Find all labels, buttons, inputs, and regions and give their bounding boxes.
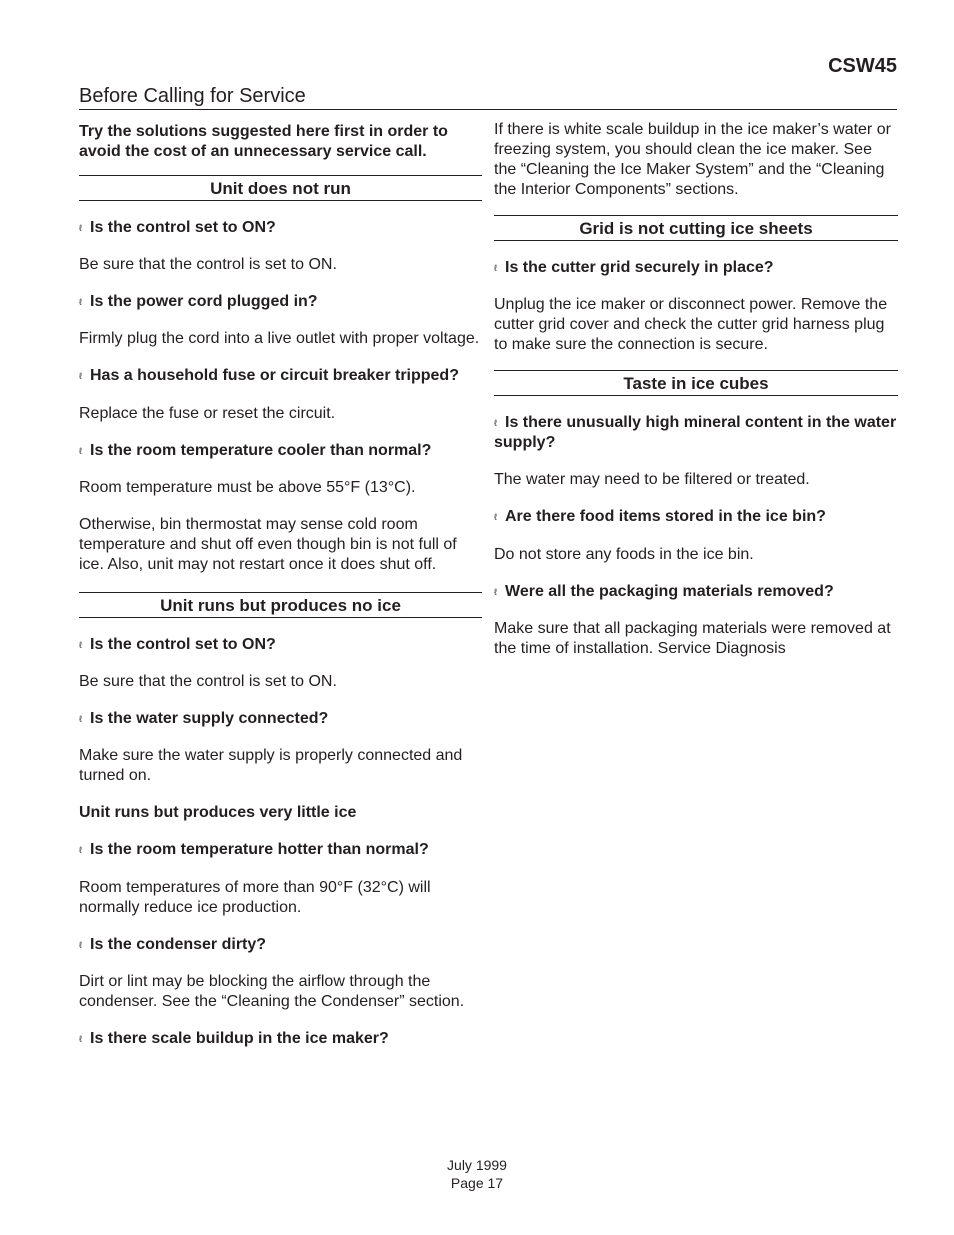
answer: If there is white scale buildup in the ice maker’s water or freezing system, you should clean the ice maker. See the “Cleaning the Ice Maker System” and the “Cleaning the Interior Components” sections. <box>494 121 891 198</box>
page-title: Before Calling for Service <box>79 85 306 107</box>
question-text: Is the cutter grid securely in place? <box>505 259 774 277</box>
question-text: Is the control set to ON? <box>90 219 276 237</box>
question <box>79 292 482 312</box>
answer: The water may need to be filtered or treated. <box>494 471 810 489</box>
question-text: Is there scale buildup in the ice maker? <box>90 1030 389 1048</box>
answer: Make sure that all packaging materials were removed at the time of installation. Service Diagnosis <box>494 619 891 657</box>
section-heading-taste-in-ice: Taste in ice cubes <box>494 370 898 396</box>
question <box>79 709 482 729</box>
bullet-icon: ℓ <box>494 263 497 273</box>
bullet-icon: ℓ <box>494 586 497 597</box>
answer: Room temperatures of more than 90°F (32°C) will normally reduce ice production. <box>79 878 431 916</box>
bullet-icon: ℓ <box>79 639 82 650</box>
question-text: Is the control set to ON? <box>90 636 276 654</box>
bullet-icon: ℓ <box>494 418 497 429</box>
question <box>79 366 482 386</box>
subheading-little-ice: Unit runs but produces very little ice <box>79 804 357 822</box>
question <box>79 218 482 238</box>
footer-date: July 1999 <box>447 1157 507 1173</box>
question-text: Is the condenser dirty? <box>90 935 267 953</box>
question-text: Is the room temperature cooler than normal? <box>90 441 432 459</box>
answer: Otherwise, bin thermostat may sense cold room temperature and shut off even though bin is not full of ice. Also, unit may not restart once it does shut off. <box>79 515 457 573</box>
page-footer <box>0 1156 954 1192</box>
answer: Do not store any foods in the ice bin. <box>494 545 754 563</box>
question-text: Is there unusually high mineral content in the water supply? <box>494 414 897 452</box>
bullet-icon: ℓ <box>79 297 82 308</box>
question <box>494 582 898 602</box>
question <box>494 413 898 453</box>
footer-page-number: Page 17 <box>450 1175 504 1191</box>
section-heading-grid-not-cutting: Grid is not cutting ice sheets <box>494 215 898 241</box>
question <box>79 935 482 955</box>
bullet-icon: ℓ <box>79 223 82 233</box>
answer: Firmly plug the cord into a live outlet with proper voltage. <box>79 330 480 348</box>
answer: Replace the fuse or reset the circuit. <box>79 404 336 422</box>
answer: Be sure that the control is set to ON. <box>79 256 337 274</box>
question <box>79 635 482 655</box>
question <box>79 441 482 461</box>
intro-text: Try the solutions suggested here first in order to avoid the cost of an unnecessary service call. <box>79 123 448 160</box>
bullet-icon: ℓ <box>79 845 82 856</box>
answer: Unplug the ice maker or disconnect power. Remove the cutter grid cover and check the cutter grid harness plug to make sure the connection is secure. <box>494 296 888 354</box>
question-text: Is the room temperature hotter than normal? <box>90 841 429 859</box>
question <box>79 1029 482 1049</box>
answer: Be sure that the control is set to ON. <box>79 673 337 691</box>
model-number: CSW45 <box>828 55 897 77</box>
bullet-icon: ℓ <box>79 445 82 456</box>
question <box>494 507 898 527</box>
section-heading-unit-runs-no-ice: Unit runs but produces no ice <box>79 592 482 618</box>
question-text: Is the power cord plugged in? <box>90 293 318 311</box>
bullet-icon: ℓ <box>79 714 82 725</box>
question-text: Were all the packaging materials removed? <box>505 582 834 600</box>
question <box>494 258 898 278</box>
section-heading-unit-does-not-run: Unit does not run <box>79 175 482 201</box>
bullet-icon: ℓ <box>79 1033 82 1044</box>
question <box>79 840 482 860</box>
question-text: Has a household fuse or circuit breaker tripped? <box>90 367 459 385</box>
bullet-icon: ℓ <box>79 371 82 382</box>
bullet-icon: ℓ <box>494 512 497 523</box>
question-text: Are there food items stored in the ice bin? <box>505 508 826 526</box>
answer: Dirt or lint may be blocking the airflow through the condenser. See the “Cleaning the Condenser” section. <box>79 972 465 1010</box>
left-column <box>79 120 482 1066</box>
title-divider <box>79 109 897 110</box>
answer: Make sure the water supply is properly connected and turned on. <box>79 747 463 785</box>
answer: Room temperature must be above 55°F (13°C). <box>79 478 416 496</box>
bullet-icon: ℓ <box>79 939 82 950</box>
question-text: Is the water supply connected? <box>90 710 329 728</box>
right-column <box>494 120 898 676</box>
